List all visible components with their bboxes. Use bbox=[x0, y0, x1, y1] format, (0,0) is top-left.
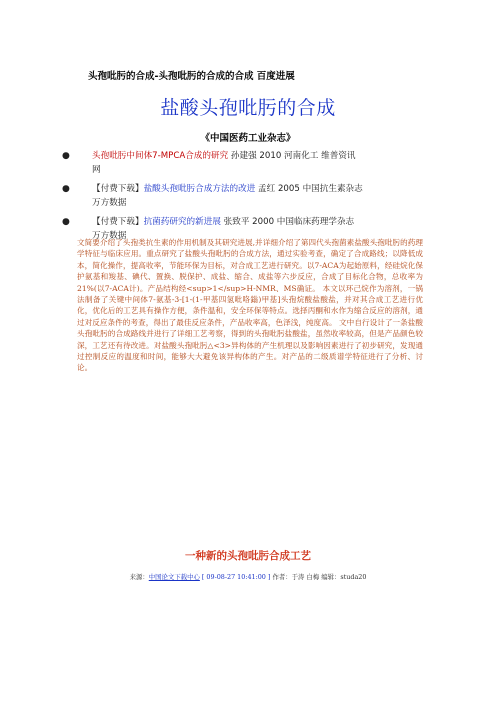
reference-item bbox=[62, 150, 434, 177]
reference-link[interactable]: 抗菌药研究的新进展 bbox=[143, 217, 221, 227]
publish-date: [ 09-08-27 10:41:00 ] bbox=[199, 573, 273, 581]
reference-link[interactable]: 盐酸头孢吡肟合成方法的改进 bbox=[143, 184, 256, 194]
reference-meta: 孙建强 2010 河南化工 维普资讯 bbox=[228, 151, 356, 161]
reference-source: 网 bbox=[92, 164, 101, 175]
reference-tag: 【付费下载】 bbox=[92, 184, 144, 194]
reference-item bbox=[62, 183, 434, 210]
bullet-icon: ● bbox=[62, 151, 70, 161]
reference-meta: 孟红 2005 中国抗生素杂志 bbox=[255, 184, 363, 194]
reference-list bbox=[62, 150, 434, 249]
reference-tag: 【付费下载】 bbox=[92, 217, 144, 227]
document-heading: 头孢吡肟的合成-头孢吡肟的合成的合成 百度进展 bbox=[88, 71, 295, 82]
bullet-icon: ● bbox=[62, 217, 70, 227]
abstract-text: 文简要介绍了头孢类抗生素的作用机制及其研究进展,并详细介绍了第四代头孢菌素盐酸头孢吡肟的药理学特征与临床应用。重点研究了盐酸头孢吡肟的合成方法，通过实验考查，确定了合成路线；以降低成本，简化操作，提高收率，节能环保为目标，对合成工艺进行研究。以7-ACA为起始原料，经硅烷化保护氨基和羧基、碘代、置换、脱保护、成盐、缩合、成盐等六步反应，合成了目标化合物，总收率为21%(以7-ACA计)。产品结构经<sup>1</sup>H-NMR、MS确证。 本文以环己烷作为溶剂，一锅法制备了关键中间体7-氨基-3-[1-(1-甲基四氢吡咯鎓)甲基]头孢烷酸盐酸盐，并对其合成工艺进行优化，优化后的工艺具有操作方便，条件温和，安全环保等特点。选择丙酮和水作为缩合反应的溶剂，通过对反应条件的考查，得出了最佳反应条件，产品收率高，色泽浅，纯度高。 文中自行设计了一条盐酸头孢吡肟的合成路线并进行了详细工艺考察，得到的头孢吡肟盐酸盐，虽然收率较高，但是产品颜色较深，工艺还有待改进。对盐酸头孢吡肟△<3>异构体的产生机理以及影响因素进行了初步研究，发现通过控制反应的温度和时间，能够大大避免该异构体的产生。对产品的二级质谱学特征进行了分析、讨论。 bbox=[77, 238, 423, 373]
editor-text: 编辑：studa20 bbox=[321, 573, 367, 581]
source-link[interactable]: 中国论文下载中心 bbox=[148, 573, 200, 581]
reference-source: 万方数据 bbox=[92, 197, 127, 208]
section-title: 一种新的头孢吡肟合成工艺 bbox=[185, 550, 311, 562]
author-text: 作者：于涛 白梅 bbox=[272, 573, 322, 581]
source-label: 来源： bbox=[129, 573, 149, 581]
reference-meta: 张致平 2000 中国临床药理学杂志 bbox=[220, 217, 355, 227]
reference-source: 万方数据 bbox=[92, 230, 127, 241]
article-byline bbox=[0, 572, 496, 581]
journal-name: 《中国医药工业杂志》 bbox=[200, 133, 296, 144]
reference-link[interactable]: 头孢吡肟中间体7-MPCA合成的研究 bbox=[92, 151, 229, 161]
main-title: 盐酸头孢吡肟的合成 bbox=[160, 97, 336, 119]
bullet-icon: ● bbox=[62, 184, 70, 194]
